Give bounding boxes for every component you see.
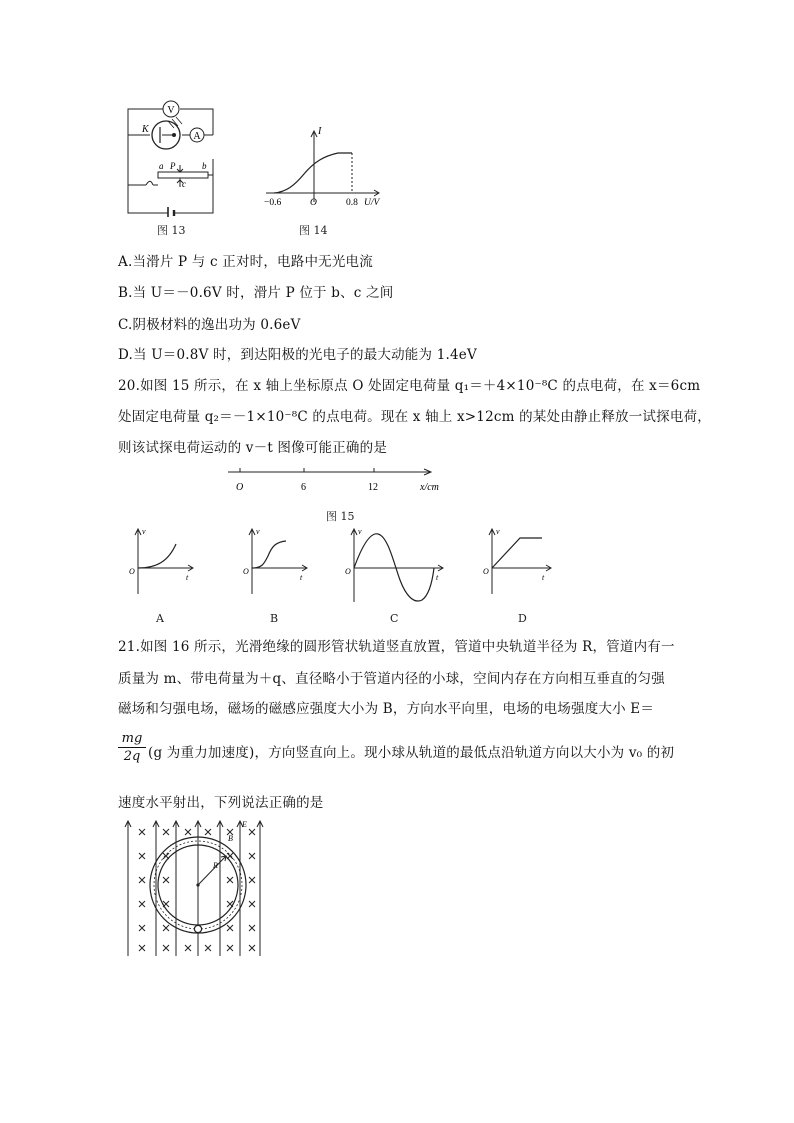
graph-a-t: t xyxy=(186,573,189,582)
graph-b-o: O xyxy=(243,567,249,576)
vt-graph-a xyxy=(126,524,198,606)
b-field-cross-11 xyxy=(163,945,169,951)
b-field-cross-3 xyxy=(139,901,145,907)
field-fraction xyxy=(118,731,146,764)
q21-line-4: (g 为重力加速度)，方向竖直向上。现小球从轨道的最低点沿轨道方向以大小为 v₀ 的初 xyxy=(148,745,675,761)
b-field-cross-0 xyxy=(139,829,145,835)
origin-label: O xyxy=(310,198,317,208)
b-field-cross-16 xyxy=(227,925,233,931)
figure-13-caption: 图 13 xyxy=(157,224,186,237)
b-field-cross-8 xyxy=(163,877,169,883)
fig15-tick-12: 12 xyxy=(368,482,378,493)
field-line-6 xyxy=(257,821,263,956)
fig15-unit: x/cm xyxy=(420,482,439,493)
q21-line-2: 质量为 m、带电荷量为＋q、直径略小于管道内径的小球，空间内存在方向相互垂直的匀强 xyxy=(118,671,665,687)
fraction-numerator: mg xyxy=(118,731,146,748)
b-field-cross-19 xyxy=(249,853,255,859)
b-field-cross-24 xyxy=(185,829,191,835)
graph-d-t: t xyxy=(542,573,545,582)
q19-option-a: A.当滑片 P 与 c 正对时，电路中无光电流 xyxy=(118,254,373,270)
graph-d-v: v xyxy=(496,527,500,536)
graph-a-label: A xyxy=(156,612,164,625)
graph-b-label: B xyxy=(270,612,279,625)
b-field-cross-1 xyxy=(139,853,145,859)
graph-a-o: O xyxy=(129,567,135,576)
q19-option-b: B.当 U＝－0.6V 时，滑片 P 位于 b、c 之间 xyxy=(118,285,394,301)
figure-15-x-axis xyxy=(222,462,462,496)
graph-c-v: v xyxy=(358,527,362,536)
fig16-b-label: B xyxy=(228,834,233,843)
b-field-cross-26 xyxy=(185,945,191,951)
q19-option-d: D.当 U＝0.8V 时，到达阳极的光电子的最大动能为 1.4eV xyxy=(118,347,477,363)
ammeter-label: A xyxy=(193,131,201,142)
figure-13-circuit xyxy=(118,95,228,217)
b-field-cross-14 xyxy=(227,877,233,883)
b-field-cross-25 xyxy=(205,829,211,835)
b-field-cross-4 xyxy=(139,925,145,931)
b-field-cross-21 xyxy=(249,901,255,907)
voltage-axis-label: U/V xyxy=(364,198,380,208)
graph-c-o: O xyxy=(345,567,351,576)
graph-b-v: v xyxy=(256,527,260,536)
cathode-label: K xyxy=(142,124,149,135)
b-field-cross-10 xyxy=(163,925,169,931)
figure-14-caption: 图 14 xyxy=(299,224,328,237)
field-line-0 xyxy=(125,821,131,956)
q19-option-c: C.阴极材料的逸出功为 0.6eV xyxy=(118,317,301,333)
figure-16-field-track xyxy=(118,818,270,958)
fraction-denominator: 2q xyxy=(123,749,141,764)
fig16-r-label: R xyxy=(213,861,218,870)
q21-line-1: 21.如图 16 所示，光滑绝缘的圆形管状轨道竖直放置，管道中央轨道半径为 R，管道内有一 xyxy=(118,639,675,655)
vt-graph-d xyxy=(480,524,556,606)
graph-c-t: t xyxy=(436,573,439,582)
graph-c-label: C xyxy=(390,612,399,625)
figure-14-iu-graph xyxy=(258,120,388,216)
graph-a-v: v xyxy=(142,527,146,536)
graph-b-t: t xyxy=(300,573,303,582)
q20-line-2: 处固定电荷量 q₂＝－1×10⁻⁸C 的点电荷。现在 x 轴上 x>12cm 的某处由静止释放一试探电荷， xyxy=(118,409,711,425)
b-field-cross-27 xyxy=(205,945,211,951)
tick-0-8: 0.8 xyxy=(346,198,358,208)
q20-line-3: 则该试探电荷运动的 v－t 图像可能正确的是 xyxy=(118,440,388,456)
b-field-cross-5 xyxy=(139,945,145,951)
voltmeter-label: V xyxy=(167,105,175,116)
b-field-cross-6 xyxy=(163,829,169,835)
rheostat-end-a: a xyxy=(159,161,164,171)
b-field-cross-23 xyxy=(249,945,255,951)
fig15-origin: O xyxy=(236,482,244,493)
fig16-e-label: E xyxy=(242,820,247,829)
b-field-cross-17 xyxy=(227,945,233,951)
vt-graph-c xyxy=(342,524,446,606)
b-field-cross-18 xyxy=(249,829,255,835)
figure-15-caption: 图 15 xyxy=(326,510,355,523)
graph-d-label: D xyxy=(518,612,527,625)
slider-p-label: P xyxy=(170,161,176,171)
tick-neg-0-6: −0.6 xyxy=(264,198,282,208)
b-field-cross-22 xyxy=(249,925,255,931)
q21-line-3: 磁场和匀强电场，磁场的磁感应强度大小为 B，方向水平向里，电场的电场强度大小 E＝ xyxy=(118,701,655,717)
b-field-cross-20 xyxy=(249,877,255,883)
b-field-cross-2 xyxy=(139,877,145,883)
rheostat-mid-c: c xyxy=(182,179,186,189)
current-axis-label: I xyxy=(318,126,322,137)
vt-graph-b xyxy=(240,524,312,606)
q20-line-1: 20.如图 15 所示，在 x 轴上坐标原点 O 处固定电荷量 q₁＝＋4×10⁻⁸C 的点电荷，在 x＝6cm xyxy=(118,378,701,394)
graph-d-o: O xyxy=(483,567,489,576)
q21-line-5: 速度水平射出，下列说法正确的是 xyxy=(118,795,324,811)
fig15-tick-6: 6 xyxy=(301,482,306,493)
rheostat-end-b: b xyxy=(202,161,207,171)
